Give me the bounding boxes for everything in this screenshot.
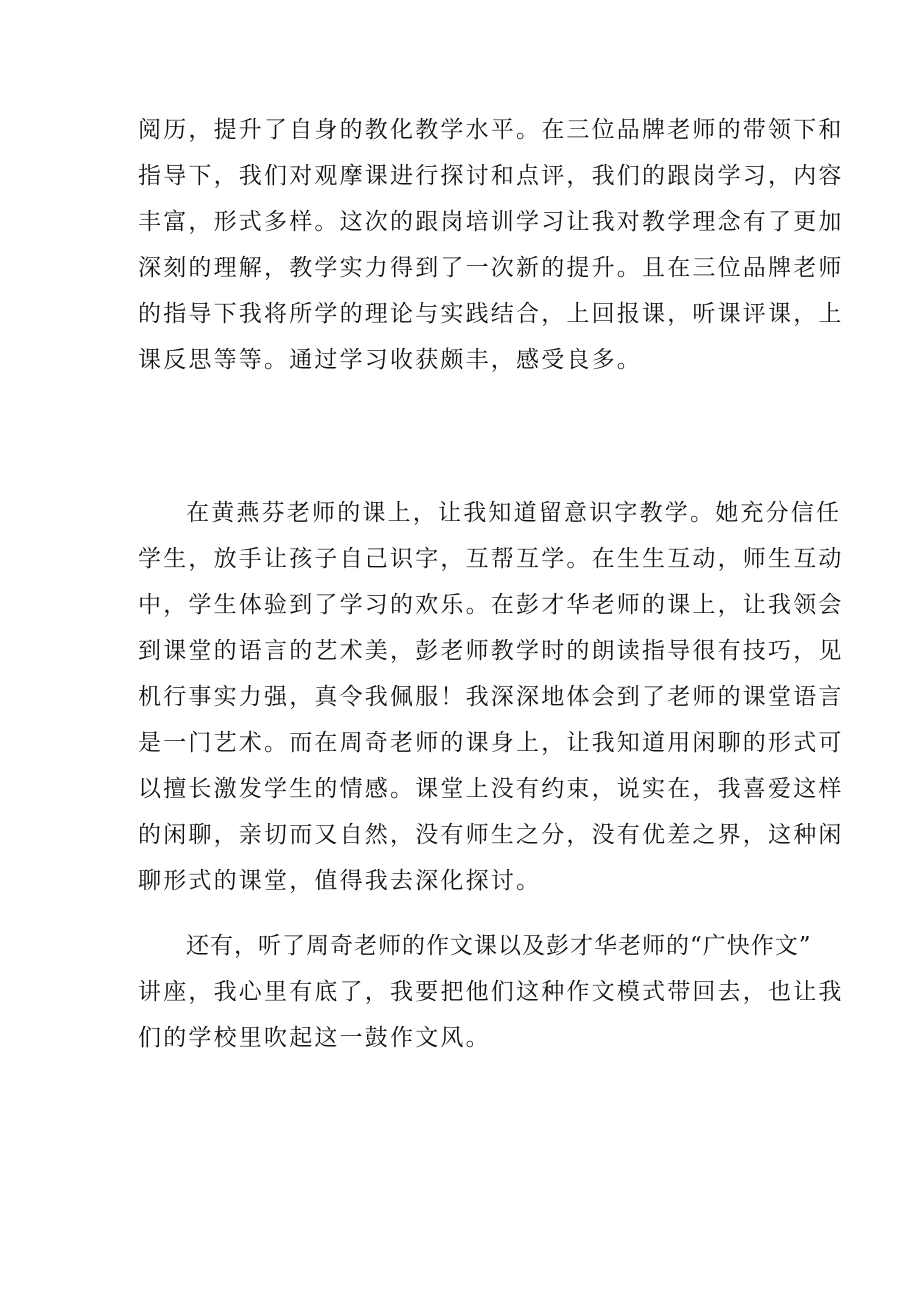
text-line: 中，学生体验到了学习的欢乐。在彭才华老师的课上，让我领会 — [138, 592, 844, 618]
text-line: 是一门艺术。而在周奇老师的课身上，让我知道用闲聊的形式可 — [138, 730, 844, 756]
text-line: 以擅长激发学生的情感。课堂上没有约束，说实在，我喜爱这样 — [138, 776, 844, 802]
paragraph-1 — [138, 107, 844, 383]
text-line: 聊形式的课堂，值得我去深化探讨。 — [138, 868, 542, 894]
text-line: 深刻的理解，教学实力得到了一次新的提升。且在三位品牌老师 — [138, 255, 844, 281]
text-line: 阅历，提升了自身的教化教学水平。在三位品牌老师的带领下和 — [138, 117, 844, 143]
text-line: 在黄燕芬老师的课上，让我知道留意识字教学。她充分信任 — [186, 500, 842, 526]
text-line: 还有，听了周奇老师的作文课以及彭才华老师的“广快作文” — [186, 933, 812, 959]
text-line: 课反思等等。通过学习收获颇丰，感受良多。 — [138, 347, 642, 373]
text-line: 丰富，形式多样。这次的跟岗培训学习让我对教学理念有了更加 — [138, 209, 844, 235]
paragraph-3 — [138, 923, 844, 1061]
text-line: 讲座，我心里有底了，我要把他们这种作文模式带回去，也让我 — [138, 979, 844, 1005]
text-line: 机行事实力强，真令我佩服！我深深地体会到了老师的课堂语言 — [138, 684, 844, 710]
paragraph-2 — [138, 490, 844, 904]
text-line: 指导下，我们对观摩课进行探讨和点评，我们的跟岗学习，内容 — [138, 163, 844, 189]
text-line: 的闲聊，亲切而又自然，没有师生之分，没有优差之界，这种闲 — [138, 822, 844, 848]
text-line: 到课堂的语言的艺术美，彭老师教学时的朗读指导很有技巧，见 — [138, 638, 844, 664]
text-line: 们的学校里吹起这一鼓作文风。 — [138, 1025, 491, 1051]
text-line: 的指导下我将所学的理论与实践结合，上回报课，听课评课，上 — [138, 301, 844, 327]
text-line: 学生，放手让孩子自己识字，互帮互学。在生生互动，师生互动 — [138, 546, 844, 572]
